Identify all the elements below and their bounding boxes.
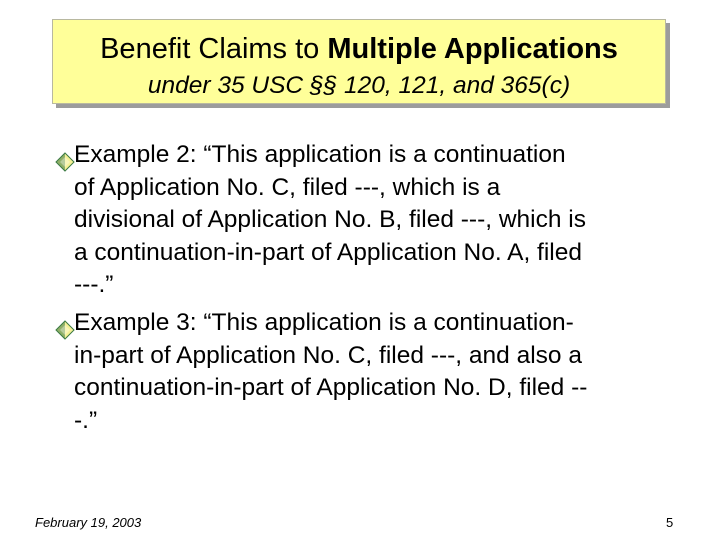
diamond-bullet-icon — [55, 152, 75, 172]
example-3-text: Example 3: “This application is a continuation- in-part of Application No. C, filed ---, and also a continuation-in-part of Application No. D, filed -- -.” — [74, 309, 588, 434]
example-2-text: Example 2: “This application is a continuation of Application No. C, filed ---, which is a divisional of Application No. B, filed ---, which is a continuation-in-part of Application No. A, filed ---.” — [74, 141, 586, 298]
diamond-bullet-icon — [55, 320, 75, 340]
slide-subtitle: under 35 USC §§ 120, 121, and 365(c) — [147, 72, 571, 99]
slide-title — [53, 32, 665, 66]
title-prefix: Benefit Claims to — [100, 33, 328, 65]
title-emphasis: Multiple Applications — [327, 33, 618, 65]
title-box — [52, 19, 666, 104]
page-number: 5 — [666, 515, 674, 530]
footer-date: February 19, 2003 — [35, 515, 142, 530]
